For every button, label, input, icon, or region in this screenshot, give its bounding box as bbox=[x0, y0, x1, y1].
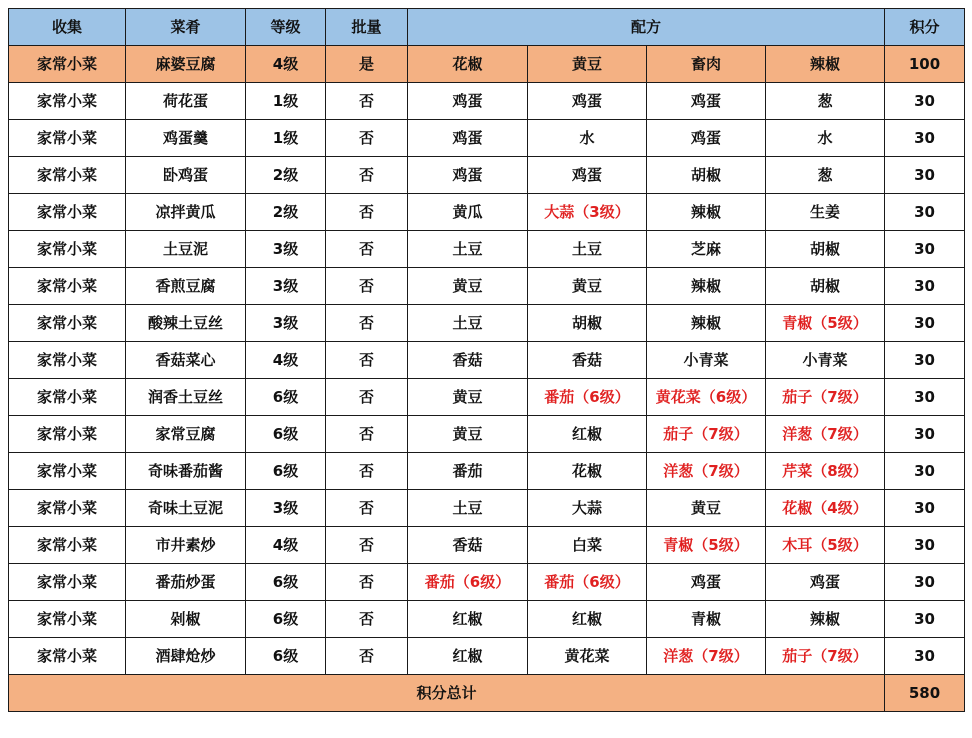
cell-ingredient: 茄子（7级） bbox=[766, 379, 885, 416]
cell-batch: 否 bbox=[326, 416, 408, 453]
cell-ingredient: 水 bbox=[528, 120, 647, 157]
cell-collection: 家常小菜 bbox=[9, 638, 126, 675]
cell-ingredient: 青椒（5级） bbox=[766, 305, 885, 342]
cell-dish: 凉拌黄瓜 bbox=[126, 194, 246, 231]
cell-ingredient: 番茄（6级） bbox=[528, 564, 647, 601]
cell-level: 3级 bbox=[246, 268, 326, 305]
cell-ingredient: 辣椒 bbox=[766, 46, 885, 83]
cell-collection: 家常小菜 bbox=[9, 120, 126, 157]
cell-collection: 家常小菜 bbox=[9, 305, 126, 342]
cell-ingredient: 香菇 bbox=[408, 527, 528, 564]
cell-ingredient: 黄豆 bbox=[647, 490, 766, 527]
cell-points: 30 bbox=[885, 638, 965, 675]
cell-ingredient: 土豆 bbox=[528, 231, 647, 268]
cell-collection: 家常小菜 bbox=[9, 268, 126, 305]
cell-collection: 家常小菜 bbox=[9, 342, 126, 379]
header-batch: 批量 bbox=[326, 9, 408, 46]
cell-level: 4级 bbox=[246, 527, 326, 564]
recipe-table bbox=[8, 8, 965, 712]
cell-collection: 家常小菜 bbox=[9, 194, 126, 231]
cell-points: 30 bbox=[885, 453, 965, 490]
cell-points: 30 bbox=[885, 231, 965, 268]
cell-collection: 家常小菜 bbox=[9, 564, 126, 601]
table-row bbox=[9, 601, 965, 638]
table-row bbox=[9, 379, 965, 416]
cell-dish: 奇味番茄酱 bbox=[126, 453, 246, 490]
cell-batch: 否 bbox=[326, 120, 408, 157]
cell-ingredient: 大蒜（3级） bbox=[528, 194, 647, 231]
cell-points: 30 bbox=[885, 416, 965, 453]
cell-ingredient: 鸡蛋 bbox=[408, 83, 528, 120]
total-label: 积分总计 bbox=[9, 675, 885, 712]
cell-ingredient: 芝麻 bbox=[647, 231, 766, 268]
cell-collection: 家常小菜 bbox=[9, 490, 126, 527]
cell-batch: 否 bbox=[326, 564, 408, 601]
cell-ingredient: 土豆 bbox=[408, 305, 528, 342]
cell-ingredient: 鸡蛋 bbox=[408, 157, 528, 194]
cell-ingredient: 白菜 bbox=[528, 527, 647, 564]
cell-ingredient: 鸡蛋 bbox=[647, 120, 766, 157]
header-collection: 收集 bbox=[9, 9, 126, 46]
cell-ingredient: 黄豆 bbox=[528, 268, 647, 305]
cell-points: 30 bbox=[885, 490, 965, 527]
table-row bbox=[9, 453, 965, 490]
cell-ingredient: 大蒜 bbox=[528, 490, 647, 527]
table-row bbox=[9, 416, 965, 453]
cell-batch: 否 bbox=[326, 83, 408, 120]
table-row bbox=[9, 305, 965, 342]
cell-dish: 卧鸡蛋 bbox=[126, 157, 246, 194]
cell-points: 30 bbox=[885, 564, 965, 601]
cell-dish: 润香土豆丝 bbox=[126, 379, 246, 416]
header-row bbox=[9, 9, 965, 46]
cell-ingredient: 胡椒 bbox=[647, 157, 766, 194]
cell-ingredient: 黄豆 bbox=[408, 268, 528, 305]
cell-batch: 否 bbox=[326, 638, 408, 675]
cell-points: 30 bbox=[885, 601, 965, 638]
table-row bbox=[9, 46, 965, 83]
cell-batch: 否 bbox=[326, 453, 408, 490]
cell-ingredient: 辣椒 bbox=[647, 268, 766, 305]
cell-ingredient: 红椒 bbox=[528, 416, 647, 453]
cell-collection: 家常小菜 bbox=[9, 83, 126, 120]
cell-ingredient: 生姜 bbox=[766, 194, 885, 231]
cell-dish: 酒肆炝炒 bbox=[126, 638, 246, 675]
cell-level: 2级 bbox=[246, 157, 326, 194]
cell-dish: 番茄炒蛋 bbox=[126, 564, 246, 601]
cell-points: 30 bbox=[885, 342, 965, 379]
cell-points: 30 bbox=[885, 157, 965, 194]
cell-ingredient: 鸡蛋 bbox=[766, 564, 885, 601]
table-row bbox=[9, 527, 965, 564]
cell-level: 2级 bbox=[246, 194, 326, 231]
cell-level: 6级 bbox=[246, 601, 326, 638]
cell-ingredient: 胡椒 bbox=[766, 231, 885, 268]
cell-collection: 家常小菜 bbox=[9, 157, 126, 194]
cell-ingredient: 红椒 bbox=[528, 601, 647, 638]
cell-ingredient: 小青菜 bbox=[766, 342, 885, 379]
cell-ingredient: 洋葱（7级） bbox=[647, 638, 766, 675]
cell-ingredient: 水 bbox=[766, 120, 885, 157]
cell-ingredient: 辣椒 bbox=[766, 601, 885, 638]
cell-ingredient: 黄花菜 bbox=[528, 638, 647, 675]
cell-dish: 土豆泥 bbox=[126, 231, 246, 268]
cell-batch: 否 bbox=[326, 601, 408, 638]
header-dish: 菜肴 bbox=[126, 9, 246, 46]
cell-ingredient: 番茄（6级） bbox=[528, 379, 647, 416]
cell-ingredient: 胡椒 bbox=[528, 305, 647, 342]
table-row bbox=[9, 638, 965, 675]
cell-dish: 香煎豆腐 bbox=[126, 268, 246, 305]
cell-dish: 鸡蛋羹 bbox=[126, 120, 246, 157]
table-row bbox=[9, 194, 965, 231]
cell-ingredient: 红椒 bbox=[408, 601, 528, 638]
cell-ingredient: 辣椒 bbox=[647, 194, 766, 231]
cell-dish: 奇味土豆泥 bbox=[126, 490, 246, 527]
table-row bbox=[9, 157, 965, 194]
cell-level: 1级 bbox=[246, 83, 326, 120]
cell-collection: 家常小菜 bbox=[9, 416, 126, 453]
cell-level: 6级 bbox=[246, 379, 326, 416]
cell-ingredient: 鸡蛋 bbox=[528, 157, 647, 194]
cell-batch: 否 bbox=[326, 490, 408, 527]
cell-batch: 否 bbox=[326, 194, 408, 231]
cell-ingredient: 黄豆 bbox=[408, 416, 528, 453]
table-row bbox=[9, 83, 965, 120]
cell-points: 30 bbox=[885, 194, 965, 231]
cell-dish: 家常豆腐 bbox=[126, 416, 246, 453]
table-row bbox=[9, 490, 965, 527]
cell-ingredient: 鸡蛋 bbox=[647, 83, 766, 120]
cell-ingredient: 番茄（6级） bbox=[408, 564, 528, 601]
cell-ingredient: 葱 bbox=[766, 157, 885, 194]
cell-ingredient: 洋葱（7级） bbox=[647, 453, 766, 490]
cell-ingredient: 土豆 bbox=[408, 231, 528, 268]
cell-level: 4级 bbox=[246, 342, 326, 379]
cell-ingredient: 黄豆 bbox=[408, 379, 528, 416]
table-row bbox=[9, 268, 965, 305]
cell-batch: 否 bbox=[326, 157, 408, 194]
header-level: 等级 bbox=[246, 9, 326, 46]
cell-level: 6级 bbox=[246, 638, 326, 675]
cell-level: 3级 bbox=[246, 490, 326, 527]
cell-points: 30 bbox=[885, 305, 965, 342]
cell-ingredient: 畜肉 bbox=[647, 46, 766, 83]
cell-ingredient: 花椒 bbox=[408, 46, 528, 83]
cell-ingredient: 鸡蛋 bbox=[647, 564, 766, 601]
cell-ingredient: 香菇 bbox=[408, 342, 528, 379]
cell-batch: 否 bbox=[326, 379, 408, 416]
cell-collection: 家常小菜 bbox=[9, 379, 126, 416]
cell-ingredient: 花椒 bbox=[528, 453, 647, 490]
cell-level: 1级 bbox=[246, 120, 326, 157]
cell-batch: 否 bbox=[326, 527, 408, 564]
cell-ingredient: 辣椒 bbox=[647, 305, 766, 342]
cell-points: 30 bbox=[885, 379, 965, 416]
footer-row bbox=[9, 675, 965, 712]
cell-level: 3级 bbox=[246, 231, 326, 268]
cell-ingredient: 茄子（7级） bbox=[647, 416, 766, 453]
cell-collection: 家常小菜 bbox=[9, 46, 126, 83]
cell-ingredient: 葱 bbox=[766, 83, 885, 120]
cell-ingredient: 胡椒 bbox=[766, 268, 885, 305]
cell-collection: 家常小菜 bbox=[9, 453, 126, 490]
cell-dish: 市井素炒 bbox=[126, 527, 246, 564]
cell-batch: 是 bbox=[326, 46, 408, 83]
cell-points: 30 bbox=[885, 268, 965, 305]
cell-points: 30 bbox=[885, 120, 965, 157]
cell-batch: 否 bbox=[326, 268, 408, 305]
cell-ingredient: 黄花菜（6级） bbox=[647, 379, 766, 416]
cell-level: 6级 bbox=[246, 453, 326, 490]
cell-points: 30 bbox=[885, 83, 965, 120]
cell-level: 3级 bbox=[246, 305, 326, 342]
cell-dish: 荷花蛋 bbox=[126, 83, 246, 120]
cell-points: 30 bbox=[885, 527, 965, 564]
cell-ingredient: 鸡蛋 bbox=[528, 83, 647, 120]
cell-dish: 剁椒 bbox=[126, 601, 246, 638]
cell-ingredient: 香菇 bbox=[528, 342, 647, 379]
cell-ingredient: 鸡蛋 bbox=[408, 120, 528, 157]
cell-level: 6级 bbox=[246, 564, 326, 601]
cell-ingredient: 洋葱（7级） bbox=[766, 416, 885, 453]
cell-collection: 家常小菜 bbox=[9, 601, 126, 638]
cell-level: 6级 bbox=[246, 416, 326, 453]
cell-ingredient: 青椒 bbox=[647, 601, 766, 638]
cell-ingredient: 小青菜 bbox=[647, 342, 766, 379]
cell-ingredient: 木耳（5级） bbox=[766, 527, 885, 564]
cell-batch: 否 bbox=[326, 342, 408, 379]
table-row bbox=[9, 342, 965, 379]
cell-ingredient: 红椒 bbox=[408, 638, 528, 675]
cell-dish: 香菇菜心 bbox=[126, 342, 246, 379]
cell-ingredient: 芹菜（8级） bbox=[766, 453, 885, 490]
cell-ingredient: 茄子（7级） bbox=[766, 638, 885, 675]
total-points: 580 bbox=[885, 675, 965, 712]
cell-ingredient: 花椒（4级） bbox=[766, 490, 885, 527]
cell-ingredient: 番茄 bbox=[408, 453, 528, 490]
cell-dish: 酸辣土豆丝 bbox=[126, 305, 246, 342]
cell-ingredient: 黄瓜 bbox=[408, 194, 528, 231]
cell-points: 100 bbox=[885, 46, 965, 83]
header-recipe: 配方 bbox=[408, 9, 885, 46]
cell-collection: 家常小菜 bbox=[9, 231, 126, 268]
cell-ingredient: 土豆 bbox=[408, 490, 528, 527]
table-row bbox=[9, 231, 965, 268]
cell-ingredient: 青椒（5级） bbox=[647, 527, 766, 564]
cell-level: 4级 bbox=[246, 46, 326, 83]
table-body bbox=[9, 46, 965, 675]
table-row bbox=[9, 564, 965, 601]
cell-batch: 否 bbox=[326, 305, 408, 342]
header-points: 积分 bbox=[885, 9, 965, 46]
cell-batch: 否 bbox=[326, 231, 408, 268]
cell-ingredient: 黄豆 bbox=[528, 46, 647, 83]
table-row bbox=[9, 120, 965, 157]
cell-collection: 家常小菜 bbox=[9, 527, 126, 564]
cell-dish: 麻婆豆腐 bbox=[126, 46, 246, 83]
